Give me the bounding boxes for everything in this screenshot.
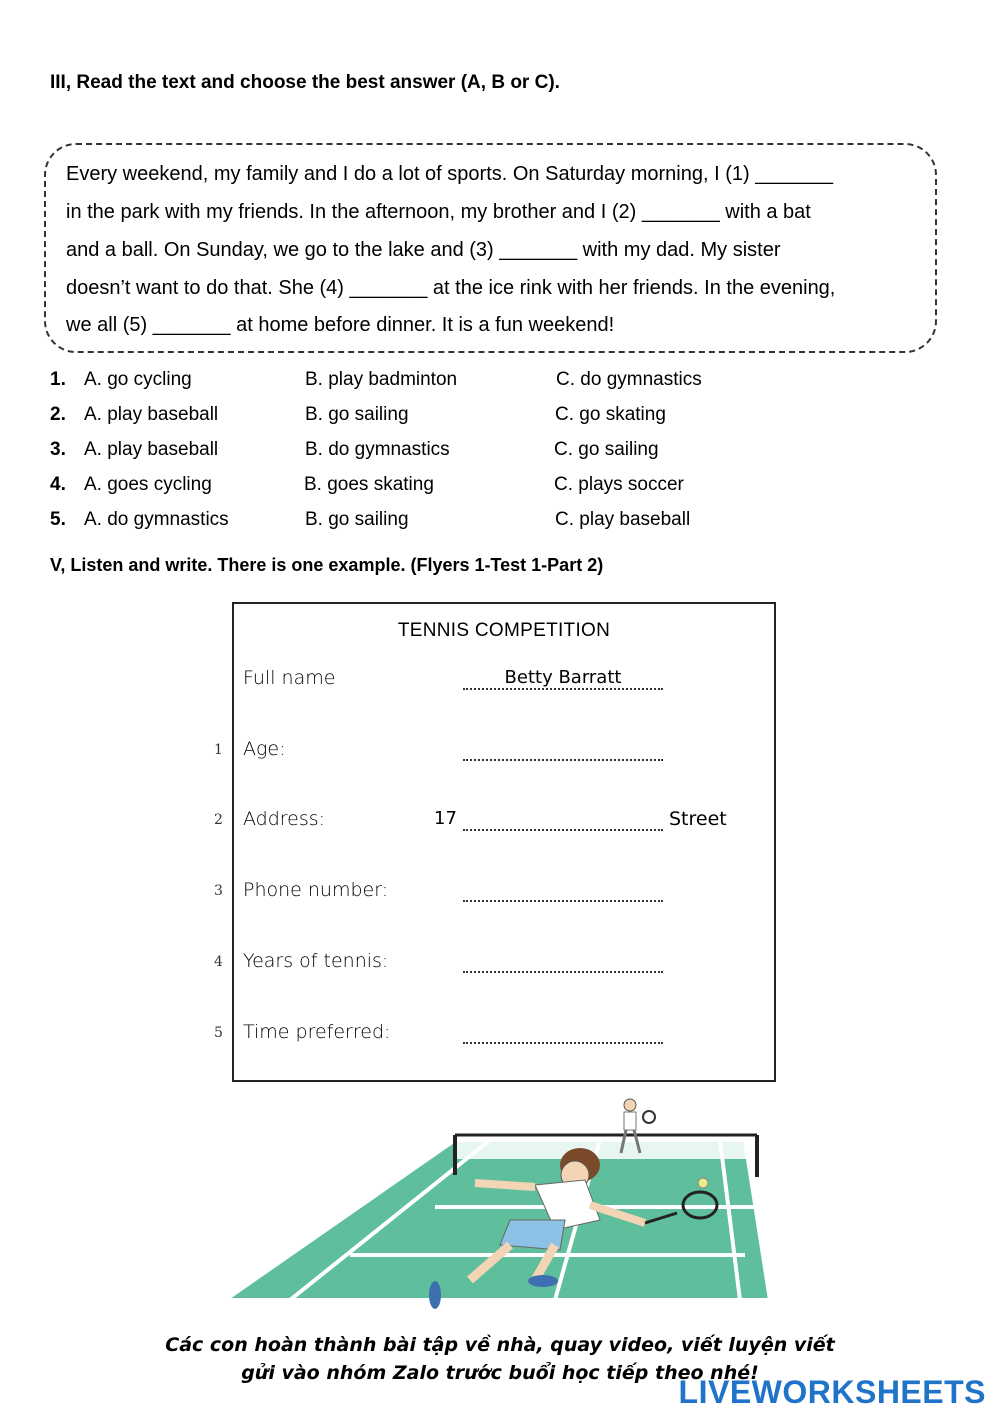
full-name-example-value: Betty Barratt: [504, 667, 622, 688]
court-surface: [225, 1140, 770, 1300]
section-3-title: III, Read the text and choose the best answer (A, B or C).: [50, 72, 560, 93]
row-number: 1: [214, 742, 223, 758]
liveworksheets-logo-text: LIVEWORKSHEETS: [678, 1374, 986, 1410]
option-c[interactable]: C. plays soccer: [554, 474, 684, 495]
option-b[interactable]: B. play badminton: [305, 369, 458, 390]
option-b[interactable]: B. go sailing: [305, 509, 409, 530]
option-c[interactable]: C. do gymnastics: [556, 369, 702, 390]
footer-line-1: Các con hoàn thành bài tập về nhà, quay video, viết luyện viết: [165, 1334, 835, 1356]
years-of-tennis-label: Years of tennis:: [243, 950, 389, 972]
age-label: Age:: [243, 738, 286, 760]
question-number: 5.: [50, 509, 66, 530]
section-5-title: V, Listen and write. There is one example. (Flyers 1-Test 1-Part 2): [50, 555, 604, 575]
option-a[interactable]: A. go cycling: [84, 369, 192, 390]
full-name-line: [463, 688, 663, 690]
option-a[interactable]: A. do gymnastics: [84, 509, 229, 530]
row-number: 2: [214, 812, 223, 828]
years-answer-field[interactable]: [463, 971, 663, 973]
option-c[interactable]: C. go sailing: [554, 439, 659, 460]
time-answer-field[interactable]: [463, 1042, 663, 1044]
full-name-label: Full name: [243, 667, 336, 689]
option-a[interactable]: A. goes cycling: [84, 474, 212, 495]
address-answer-field[interactable]: [463, 829, 663, 831]
liveworksheets-logo: [679, 1374, 986, 1411]
row-number: 4: [214, 954, 223, 970]
address-label: Address:: [243, 808, 326, 830]
option-b[interactable]: B. goes skating: [304, 474, 434, 495]
tennis-court-illustration: [225, 1095, 785, 1320]
passage-line: in the park with my friends. In the afternoon, my brother and I (2) _______ with a bat: [66, 201, 811, 223]
phone-answer-field[interactable]: [463, 900, 663, 902]
row-number: 5: [214, 1025, 223, 1041]
address-prefix: 17: [434, 808, 457, 829]
passage-line: Every weekend, my family and I do a lot of sports. On Saturday morning, I (1) _______: [66, 163, 834, 185]
passage-line: doesn’t want to do that. She (4) _______ at the ice rink with her friends. In the evening,: [66, 277, 836, 299]
option-c[interactable]: C. go skating: [555, 404, 666, 425]
option-c[interactable]: C. play baseball: [555, 509, 691, 530]
passage-line: we all (5) _______ at home before dinner. It is a fun weekend!: [66, 314, 615, 336]
option-a[interactable]: A. play baseball: [84, 439, 219, 460]
footer-line-2: gửi vào nhóm Zalo trước buổi học tiếp theo nhé!: [241, 1362, 759, 1384]
time-preferred-label: Time preferred:: [243, 1021, 391, 1043]
address-suffix: Street: [669, 808, 727, 830]
question-number: 3.: [50, 439, 66, 460]
passage-line: and a ball. On Sunday, we go to the lake and (3) _______ with my dad. My sister: [66, 239, 781, 261]
option-a[interactable]: A. play baseball: [84, 404, 219, 425]
option-b[interactable]: B. go sailing: [305, 404, 409, 425]
row-number: 3: [214, 883, 223, 899]
form-title: TENNIS COMPETITION: [397, 620, 611, 641]
option-b[interactable]: B. do gymnastics: [305, 439, 450, 460]
question-number: 2.: [50, 404, 66, 425]
question-number: 4.: [50, 474, 66, 495]
phone-number-label: Phone number:: [243, 879, 389, 901]
question-number: 1.: [50, 369, 66, 390]
age-answer-field[interactable]: [463, 759, 663, 761]
